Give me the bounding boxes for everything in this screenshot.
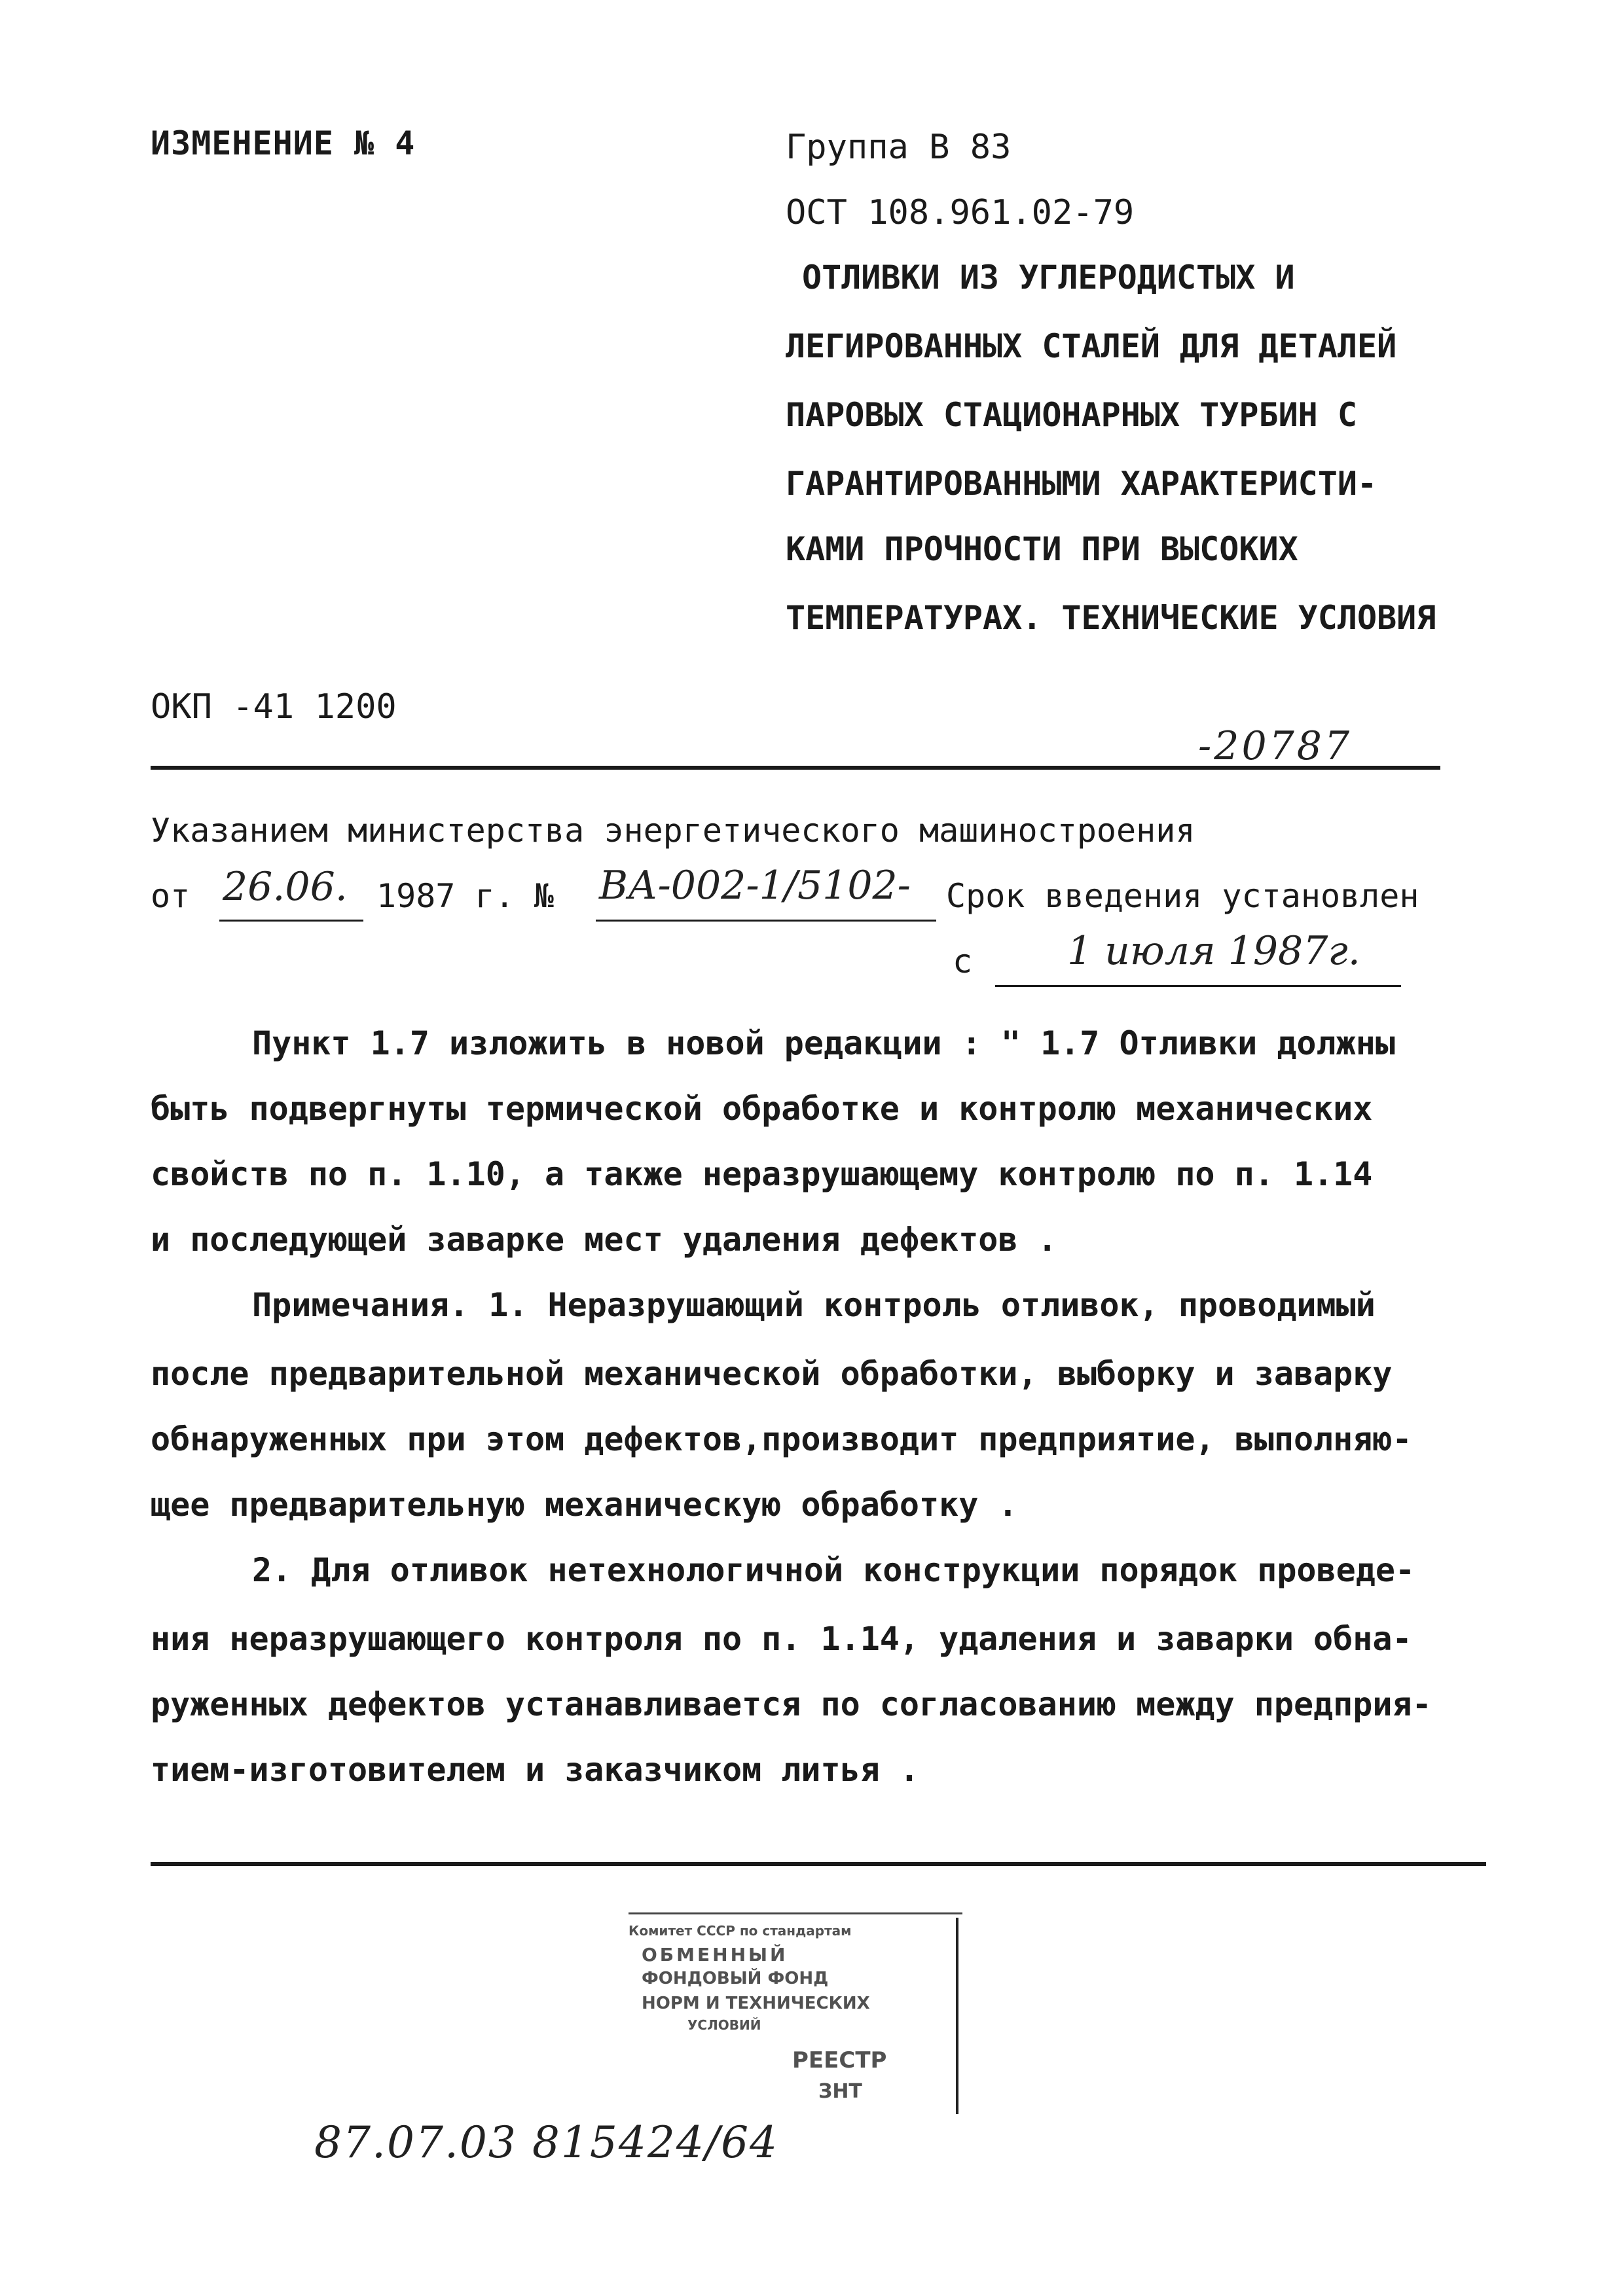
stamp-text: Комитет СССР по стандартам [629,1923,852,1939]
standard-number: ОСТ 108.961.02-79 [786,193,1135,232]
body-line: свойств по п. 1.10, а также неразрушающему контролю по п. 1.14 [151,1155,1373,1193]
note-line: обнаруженных при этом дефектов,производит предприятие, выполняю- [151,1420,1412,1458]
note-line: руженных дефектов устанавливается по согласованию между предприя- [151,1685,1432,1723]
decree-line: Указанием министерства энергетического машиностроения [151,812,1195,850]
stamp-text: РЕЕСТР [792,2047,887,2073]
stamp-text: УСЛОВИЙ [687,2017,761,2033]
stamp-text: ЗНТ [818,2080,862,2103]
effective-prefix: с [953,942,973,980]
registry-stamp [615,1898,962,2140]
decree-date-handwritten: 26.06. [223,864,348,910]
decree-date-underline [219,920,363,922]
decree-prefix: от [151,877,191,915]
document-title-line: ГАРАНТИРОВАННЫМИ ХАРАКТЕРИСТИ- [786,465,1377,503]
stamp-border-top [629,1912,962,1914]
note-line: ния неразрушающего контроля по п. 1.14, удаления и заварки обна- [151,1620,1412,1658]
body-line: Пункт 1.7 изложить в новой редакции : " 1.7 Отливки должны [252,1024,1395,1062]
effective-date-underline [995,985,1401,987]
body-line: быть подвергнуты термической обработке и контролю механических [151,1090,1373,1128]
decree-number-underline [596,920,936,922]
document-title-line: ЛЕГИРОВАННЫХ СТАЛЕЙ ДЛЯ ДЕТАЛЕЙ [786,327,1397,365]
note-line: после предварительной механической обработки, выборку и заварку [151,1355,1393,1393]
document-title-line: КАМИ ПРОЧНОСТИ ПРИ ВЫСОКИХ [786,530,1298,568]
effective-date-handwritten: 1 июля 1987г. [1067,928,1360,974]
stamp-text: НОРМ И ТЕХНИЧЕСКИХ [642,1994,870,2013]
effective-label: Срок введения установлен [946,877,1419,915]
group-code: Группа В 83 [786,128,1012,167]
note-line: тием-изготовителем и заказчиком литья . [151,1751,919,1789]
decree-year: 1987 г. № [376,877,554,915]
note-line: 2. Для отливок нетехнологичной конструкции порядок проведе- [252,1551,1415,1589]
footer-divider [151,1862,1486,1866]
note-line: Примечания. 1. Неразрушающий контроль отливок, проводимый [252,1286,1376,1324]
stamp-text: ОБМЕННЫЙ [642,1944,788,1965]
change-number: ИЗМЕНЕНИЕ № 4 [151,124,416,162]
document-title-line: ТЕМПЕРАТУРАХ. ТЕХНИЧЕСКИЕ УСЛОВИЯ [786,599,1436,637]
note-line: щее предварительную механическую обработку . [151,1486,1018,1524]
decree-number-handwritten: ВА-002-1/5102- [599,863,911,908]
header-divider [151,766,1440,770]
okp-code: ОКП -41 1200 [151,687,397,726]
registration-number-handwritten: -20787 [1198,723,1353,769]
stamp-handwritten-entry: 87.07.03 815424/64 [314,2117,779,2168]
stamp-border-right [956,1918,958,2114]
document-title-line: ПАРОВЫХ СТАЦИОНАРНЫХ ТУРБИН С [786,396,1357,434]
stamp-text: ФОНДОВЫЙ ФОНД [642,1969,829,1988]
body-line: и последующей заварке мест удаления дефектов . [151,1221,1057,1259]
document-title-line: ОТЛИВКИ ИЗ УГЛЕРОДИСТЫХ И [802,259,1295,296]
